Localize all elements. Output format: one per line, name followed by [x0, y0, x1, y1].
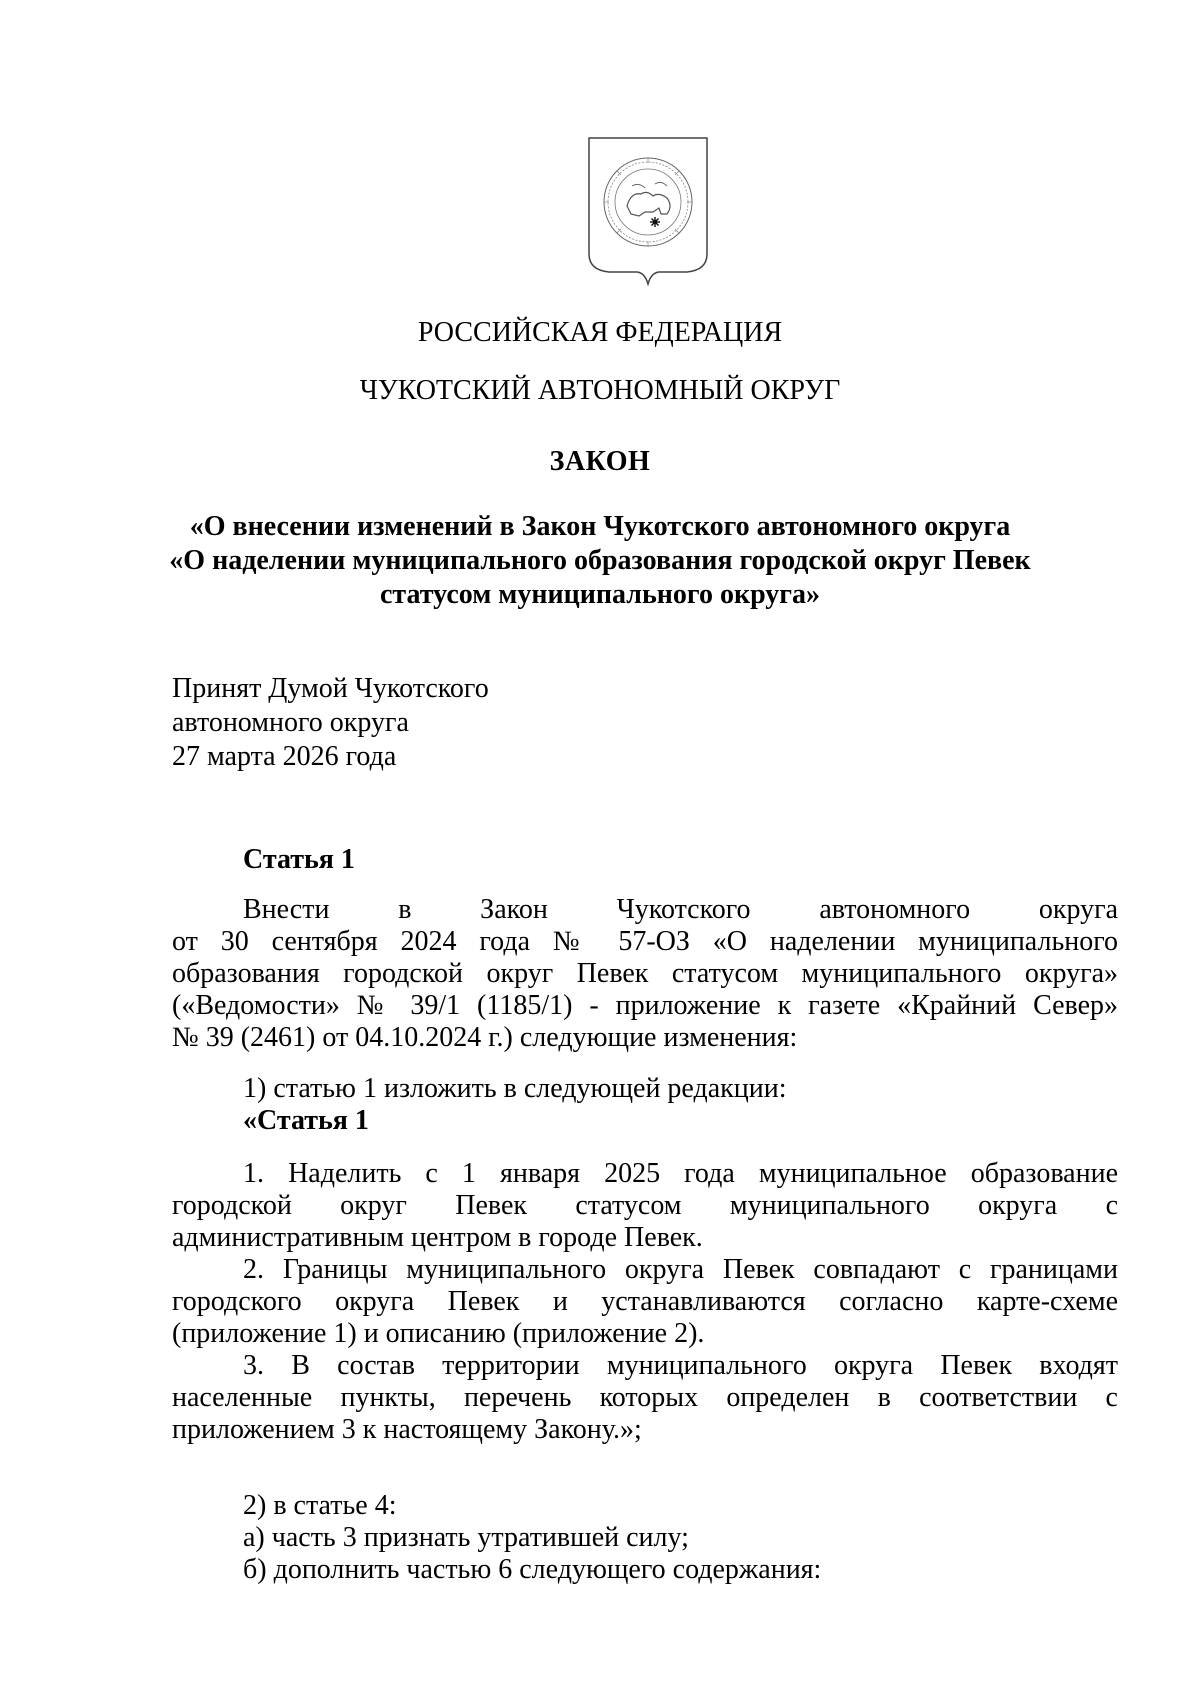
paragraph-line: («Ведомости» № 39/1 (1185/1) - приложение к газете «Крайний Север» — [172, 990, 1118, 1021]
law-title — [150, 510, 1050, 612]
adoption-block — [172, 672, 489, 774]
paragraph-line: административным центром в городе Певек. — [172, 1222, 703, 1253]
document-type-heading: ЗАКОН — [549, 446, 651, 477]
coat-of-arms-emblem — [587, 136, 709, 286]
paragraph-line: от 30 сентября 2024 года № 57-ОЗ «О наделении муниципального — [172, 926, 1118, 957]
law-title-line: «О наделении муниципального образования городской округ Певек — [169, 545, 1031, 576]
paragraph-line: приложением 3 к настоящему Закону.»; — [172, 1414, 642, 1445]
article-1-intro-paragraph — [172, 894, 1118, 1054]
adoption-line: Принят Думой Чукотского — [172, 673, 489, 704]
clause-1-paragraph — [172, 1158, 1118, 1254]
clause-2-paragraph — [172, 1254, 1118, 1350]
amendment-item-1: 1) статью 1 изложить в следующей редакции: — [243, 1073, 787, 1104]
paragraph-line: Внести в Закон Чукотского автономного округа — [243, 894, 1118, 925]
adoption-date: 27 марта 2026 года — [172, 741, 397, 772]
paragraph-line: образования городской округ Певек статусом муниципального округа» — [172, 958, 1118, 989]
paragraph-line: 2. Границы муниципального округа Певек совпадают с границами — [243, 1254, 1118, 1285]
paragraph-line: № 39 (2461) от 04.10.2024 г.) следующие изменения: — [172, 1022, 798, 1053]
amendment-item-2: 2) в статье 4: — [243, 1490, 397, 1521]
adoption-line: автономного округа — [172, 707, 409, 738]
law-title-line: «О внесении изменений в Закон Чукотского автономного округа — [189, 511, 1011, 542]
quoted-article-heading: «Статья 1 — [243, 1105, 369, 1136]
amendment-item-2a: а) часть 3 признать утратившей силу; — [243, 1522, 689, 1553]
header-federation: РОССИЙСКАЯ ФЕДЕРАЦИЯ — [417, 317, 783, 348]
paragraph-line: 1. Наделить с 1 января 2025 года муниципальное образование — [243, 1158, 1118, 1189]
paragraph-line: городского округа Певек и устанавливаются согласно карте-схеме — [172, 1286, 1118, 1317]
paragraph-line: населенные пункты, перечень которых определен в соответствии с — [172, 1382, 1118, 1413]
paragraph-line: городской округ Певек статусом муниципального округа с — [172, 1190, 1118, 1221]
chukotka-coat-of-arms-icon — [587, 136, 709, 286]
law-title-line: статусом муниципального округа» — [380, 579, 820, 610]
paragraph-line: (приложение 1) и описанию (приложение 2). — [172, 1318, 705, 1349]
amendment-item-2b: б) дополнить частью 6 следующего содержания: — [243, 1554, 822, 1585]
paragraph-line: 3. В состав территории муниципального округа Певек входят — [243, 1350, 1118, 1381]
header-okrug: ЧУКОТСКИЙ АВТОНОМНЫЙ ОКРУГ — [359, 375, 841, 406]
clause-3-paragraph — [172, 1350, 1118, 1446]
article-1-heading: Статья 1 — [243, 844, 355, 875]
